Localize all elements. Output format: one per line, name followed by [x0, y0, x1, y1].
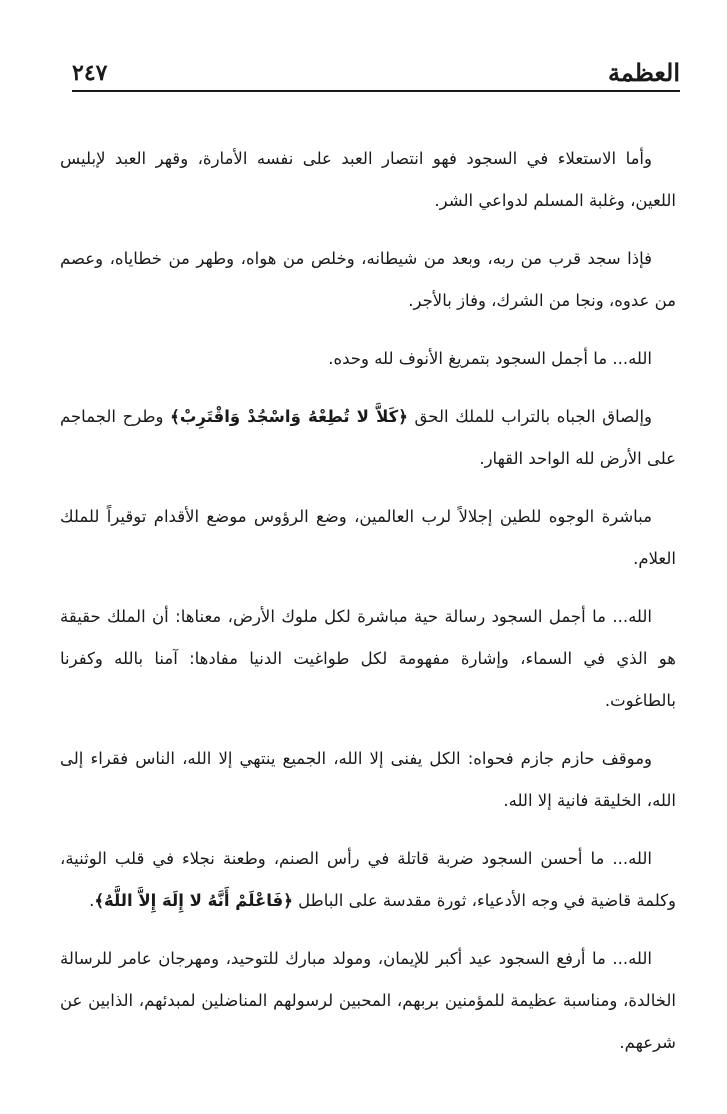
- paragraph-foreheads-on-dust: [60, 396, 676, 480]
- paragraph-text-before-verse: الله... ما أحسن السجود ضربة قاتلة في رأس الصنم، وطعنة نجلاء في قلب الوثنية، وكلمة قاضية في وجه الأدعياء، ثورة مقدسة على الباطل: [60, 849, 676, 910]
- paragraph-blow-to-idol: [60, 838, 676, 922]
- page-number: ٢٤٧: [72, 60, 108, 86]
- paragraph-prostration-benefits: فإذا سجد قرب من ربه، وبعد من شيطانه، وخلص من هواه، وطهر من خطاياه، وعصم من عدوه، ونجا من الشرك، وفاز بالأجر.: [60, 249, 676, 310]
- paragraph-message-to-kings: الله... ما أجمل السجود رسالة حية مباشرة لكل ملوك الأرض، معناها: أن الملك حقيقة هو الذي في السماء، وإشارة مفهومة لكل طواغيت الدنيا مفادها: آمنا بالله وكفرنا بالطاغوت.: [60, 607, 676, 710]
- paragraph-festival-of-faith: الله... ما أرفع السجود عيد أكبر للإيمان، ومولد مبارك للتوحيد، ومهرجان عامر للرسالة الخالدة، ومناسبة عظيمة للمؤمنين بربهم، المحبين لرسولهم المناضلين لمبدئهم، الذابين عن شرعهم.: [60, 949, 676, 1052]
- paragraph-firm-stance: وموقف حازم جازم فحواه: الكل يفنى إلا الله، الجميع ينتهي إلا الله، الناس فقراء إلى الله، الخليقة فانية إلا الله.: [60, 749, 676, 810]
- quran-verse: ﴿كَلاَّ لا تُطِعْهُ وَاسْجُدْ وَاقْتَرِبْ﴾: [170, 407, 408, 426]
- running-title: العظمة: [608, 58, 680, 87]
- page-header: [72, 56, 680, 92]
- paragraph-text-after-verse: .: [89, 891, 95, 910]
- paragraph-text-after-verse: وطرح الجماجم على الأرض لله الواحد القهار.: [60, 407, 676, 468]
- paragraph-beauty-of-prostration: الله... ما أجمل السجود بتمريغ الأنوف لله وحده.: [328, 349, 652, 368]
- paragraph-prostration-superiority: وأما الاستعلاء في السجود فهو انتصار العبد على نفسه الأمارة، وقهر العبد لإبليس اللعين، وغلبة المسلم لدواعي الشر.: [60, 149, 676, 210]
- page-body: [60, 138, 676, 1080]
- paragraph-faces-to-clay: مباشرة الوجوه للطين إجلالاً لرب العالمين، وضع الرؤوس موضع الأقدام توقيراً للملك العلام.: [60, 507, 676, 568]
- paragraph-text-before-verse: وإلصاق الجباه بالتراب للملك الحق: [407, 407, 653, 426]
- quran-verse: ﴿فَاعْلَمْ أَنَّهُ لا إِلَهَ إِلاَّ اللَّهُ﴾: [94, 891, 293, 910]
